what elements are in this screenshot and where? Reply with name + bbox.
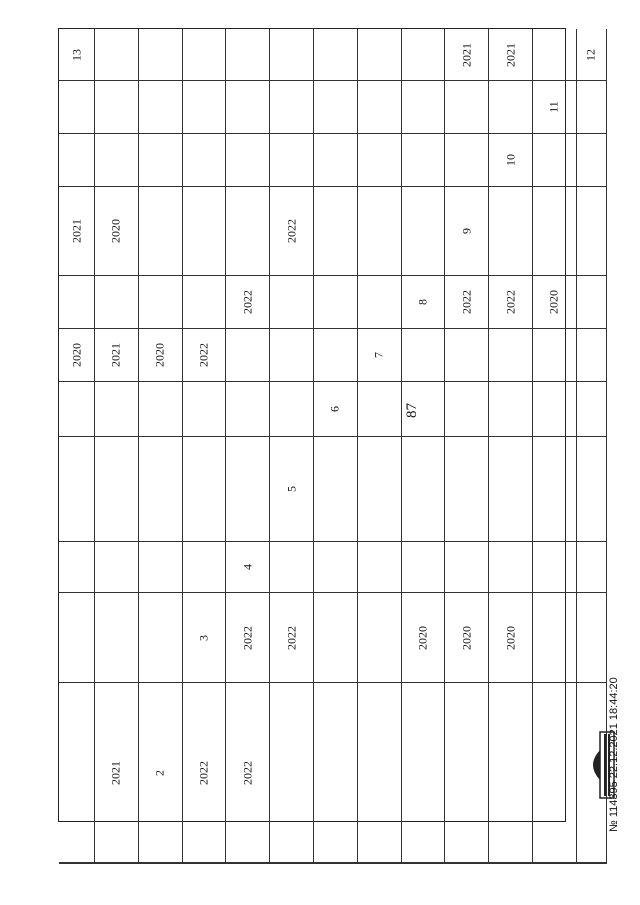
- empty-cell: [489, 683, 533, 863]
- page-number: 87: [404, 403, 420, 418]
- empty-cell: [59, 134, 95, 187]
- empty-cell: [489, 329, 533, 382]
- empty-cell: [577, 593, 607, 683]
- empty-cell: [577, 437, 607, 542]
- year-cell: [95, 187, 139, 276]
- document-id: № 114395 22.12.2021 18:44:20: [608, 677, 620, 832]
- empty-cell: [314, 276, 358, 329]
- cell-value: 2021: [503, 42, 518, 67]
- empty-cell: [533, 329, 577, 382]
- address-line: [423, 863, 436, 864]
- empty-cell: [358, 542, 402, 593]
- empty-cell: [402, 29, 446, 81]
- empty-cell: [314, 683, 358, 863]
- address-cell: [314, 863, 358, 864]
- empty-cell: [270, 542, 314, 593]
- empty-cell: [314, 29, 358, 81]
- address-cell: [533, 863, 577, 864]
- empty-cell: [402, 683, 446, 863]
- address-line: [160, 863, 173, 864]
- cell-value: 2022: [240, 290, 255, 314]
- header-cell: [270, 437, 314, 542]
- header-cell: [59, 29, 95, 81]
- year-cell: [489, 593, 533, 683]
- empty-cell: [139, 542, 183, 593]
- empty-cell: [59, 382, 95, 437]
- year-cell: [226, 593, 270, 683]
- empty-cell: [139, 276, 183, 329]
- address-line: [366, 863, 379, 864]
- address-line: [578, 863, 591, 864]
- address-line: [454, 863, 467, 864]
- address-line: [292, 863, 305, 864]
- address-text: [366, 863, 392, 864]
- year-cell: [226, 276, 270, 329]
- year-cell: [95, 683, 139, 863]
- empty-cell: [358, 382, 402, 437]
- empty-cell: [95, 276, 139, 329]
- empty-cell: [533, 437, 577, 542]
- empty-cell: [226, 382, 270, 437]
- empty-cell: [183, 437, 227, 542]
- empty-cell: [402, 329, 446, 382]
- address-text: [410, 863, 436, 864]
- empty-cell: [139, 134, 183, 187]
- empty-cell: [95, 593, 139, 683]
- empty-cell: [139, 81, 183, 134]
- empty-cell: [358, 29, 402, 81]
- empty-cell: [402, 542, 446, 593]
- address-line: [147, 863, 160, 864]
- empty-cell: [226, 29, 270, 81]
- year-cell: [489, 276, 533, 329]
- empty-cell: [577, 276, 607, 329]
- address-line: [504, 863, 517, 864]
- address-cell: [139, 863, 183, 864]
- address-line: [191, 863, 204, 864]
- empty-cell: [577, 382, 607, 437]
- cell-value: 2021: [69, 219, 83, 243]
- address-line: [491, 863, 504, 864]
- cell-value: 2020: [152, 343, 167, 367]
- year-cell: [402, 593, 446, 683]
- address-line: [248, 863, 261, 864]
- empty-cell: [95, 81, 139, 134]
- cell-value: 9: [459, 228, 474, 234]
- empty-cell: [183, 382, 227, 437]
- empty-cell: [489, 187, 533, 276]
- year-cell: [59, 187, 95, 276]
- cell-value: 2020: [108, 219, 123, 243]
- empty-cell: [59, 593, 95, 683]
- empty-cell: [270, 382, 314, 437]
- cell-value: 2022: [459, 290, 474, 314]
- empty-cell: [533, 683, 577, 863]
- year-cell: [489, 29, 533, 81]
- year-cell: [445, 29, 489, 81]
- empty-cell: [314, 134, 358, 187]
- cell-value: 2020: [459, 625, 474, 650]
- cell-value: 2020: [503, 625, 518, 650]
- header-cell: [533, 81, 577, 134]
- empty-cell: [226, 329, 270, 382]
- empty-cell: [489, 382, 533, 437]
- empty-cell: [402, 134, 446, 187]
- empty-cell: [358, 593, 402, 683]
- empty-cell: [445, 134, 489, 187]
- empty-cell: [95, 437, 139, 542]
- header-cell: [445, 187, 489, 276]
- empty-cell: [577, 134, 607, 187]
- cell-value: 6: [327, 406, 342, 412]
- cell-value: 2022: [240, 625, 255, 650]
- empty-cell: [59, 437, 95, 542]
- empty-cell: [533, 382, 577, 437]
- cell-value: 2022: [196, 760, 211, 785]
- address-cell: [270, 863, 314, 864]
- empty-cell: [95, 134, 139, 187]
- empty-cell: [95, 382, 139, 437]
- empty-cell: [358, 81, 402, 134]
- cell-value: 2: [152, 769, 167, 776]
- empty-cell: [270, 329, 314, 382]
- header-cell: [489, 134, 533, 187]
- empty-cell: [358, 437, 402, 542]
- empty-cell: [533, 593, 577, 683]
- address-text: [535, 863, 574, 864]
- address-line: [410, 863, 423, 864]
- empty-cell: [533, 29, 577, 81]
- empty-cell: [489, 437, 533, 542]
- address-cell: [445, 863, 489, 864]
- empty-cell: [445, 329, 489, 382]
- empty-cell: [183, 542, 227, 593]
- address-line: [561, 863, 574, 864]
- header-cell: [95, 863, 139, 864]
- empty-cell: [139, 187, 183, 276]
- empty-cell: [226, 437, 270, 542]
- year-cell: [139, 329, 183, 382]
- address-line: [322, 863, 335, 864]
- cell-value: 2021: [459, 42, 474, 67]
- header-cell: [226, 542, 270, 593]
- year-cell: [226, 683, 270, 863]
- empty-cell: [358, 134, 402, 187]
- empty-cell: [314, 593, 358, 683]
- empty-cell: [577, 187, 607, 276]
- address-line: [591, 863, 604, 864]
- address-cell: [358, 863, 402, 864]
- cell-value: 2022: [240, 760, 255, 785]
- empty-cell: [358, 276, 402, 329]
- cell-value: 2020: [546, 290, 561, 314]
- address-line: [517, 863, 530, 864]
- empty-cell: [270, 29, 314, 81]
- year-cell: [183, 683, 227, 863]
- schedule-table: [58, 28, 598, 822]
- empty-cell: [226, 134, 270, 187]
- cell-value: 2022: [284, 219, 299, 243]
- empty-cell: [59, 542, 95, 593]
- header-cell: [358, 329, 402, 382]
- cell-value: [109, 863, 124, 864]
- empty-cell: [533, 187, 577, 276]
- empty-cell: [59, 81, 95, 134]
- address-line: [535, 863, 548, 864]
- address-text: [279, 863, 305, 864]
- empty-cell: [226, 81, 270, 134]
- empty-cell: [577, 81, 607, 134]
- cell-value: 2021: [108, 343, 123, 367]
- cell-value: 11: [546, 101, 561, 113]
- year-cell: [270, 593, 314, 683]
- empty-cell: [183, 187, 227, 276]
- address-line: [379, 863, 392, 864]
- cell-value: 4: [240, 564, 255, 570]
- empty-cell: [577, 542, 607, 593]
- cell-value: 2020: [69, 343, 83, 367]
- address-text: [147, 863, 173, 864]
- cell-value: 2020: [415, 625, 430, 650]
- address-text: [235, 863, 261, 864]
- empty-cell: [183, 81, 227, 134]
- address-text: [491, 863, 530, 864]
- address-cell: [183, 863, 227, 864]
- empty-cell: [402, 382, 446, 437]
- empty-cell: [270, 81, 314, 134]
- cell-value: 8: [415, 299, 430, 305]
- empty-cell: [139, 382, 183, 437]
- address-line: [204, 863, 217, 864]
- empty-cell: [95, 29, 139, 81]
- empty-cell: [226, 187, 270, 276]
- empty-cell: [533, 134, 577, 187]
- empty-cell: [358, 683, 402, 863]
- address-cell: [577, 863, 607, 864]
- empty-cell: [445, 437, 489, 542]
- empty-cell: [139, 593, 183, 683]
- address-cell: [402, 863, 446, 864]
- cell-value: 2022: [196, 343, 211, 367]
- empty-cell: [489, 81, 533, 134]
- address-line: [235, 863, 248, 864]
- header-cell: [139, 683, 183, 863]
- header-cell: [402, 276, 446, 329]
- header-cell: [577, 29, 607, 81]
- empty-cell: [314, 437, 358, 542]
- empty-cell: [95, 542, 139, 593]
- empty-cell: [314, 542, 358, 593]
- empty-cell: [577, 329, 607, 382]
- empty-cell: [270, 683, 314, 863]
- address-line: [279, 863, 292, 864]
- address-cell: [226, 863, 270, 864]
- cell-value: 10: [503, 154, 518, 166]
- header-cell: [183, 593, 227, 683]
- address-line: [467, 863, 480, 864]
- cell-value: 5: [284, 486, 299, 492]
- empty-cell: [402, 187, 446, 276]
- empty-cell: [270, 134, 314, 187]
- empty-cell: [270, 276, 314, 329]
- year-cell: [445, 276, 489, 329]
- empty-cell: [59, 276, 95, 329]
- cell-value: 3: [196, 634, 211, 641]
- address-text: [322, 863, 348, 864]
- year-cell: [270, 187, 314, 276]
- empty-cell: [402, 437, 446, 542]
- empty-cell: [445, 683, 489, 863]
- cell-value: 2021: [108, 760, 123, 785]
- address-text: [578, 863, 604, 864]
- year-cell: [533, 276, 577, 329]
- empty-cell: [314, 81, 358, 134]
- empty-cell: [445, 542, 489, 593]
- empty-cell: [139, 29, 183, 81]
- address-text: [191, 863, 217, 864]
- cell-value: 2022: [503, 290, 518, 314]
- empty-cell: [402, 81, 446, 134]
- year-cell: [95, 329, 139, 382]
- empty-cell: [183, 29, 227, 81]
- empty-cell: [358, 187, 402, 276]
- cell-value: 13: [69, 48, 83, 61]
- empty-cell: [489, 542, 533, 593]
- address-cell: [489, 863, 533, 864]
- empty-cell: [183, 134, 227, 187]
- empty-cell: [445, 81, 489, 134]
- empty-cell: [59, 683, 95, 863]
- cell-value: 7: [371, 352, 386, 358]
- empty-cell: [314, 187, 358, 276]
- year-cell: [183, 329, 227, 382]
- empty-cell: [59, 863, 95, 864]
- cell-value: 12: [583, 48, 598, 61]
- empty-cell: [139, 437, 183, 542]
- header-cell: [314, 382, 358, 437]
- empty-cell: [183, 276, 227, 329]
- empty-cell: [533, 542, 577, 593]
- cell-value: 2022: [284, 625, 299, 650]
- year-cell: [59, 329, 95, 382]
- address-text: [454, 863, 480, 864]
- address-line: [548, 863, 561, 864]
- address-line: [335, 863, 348, 864]
- year-cell: [445, 593, 489, 683]
- empty-cell: [445, 382, 489, 437]
- empty-cell: [314, 329, 358, 382]
